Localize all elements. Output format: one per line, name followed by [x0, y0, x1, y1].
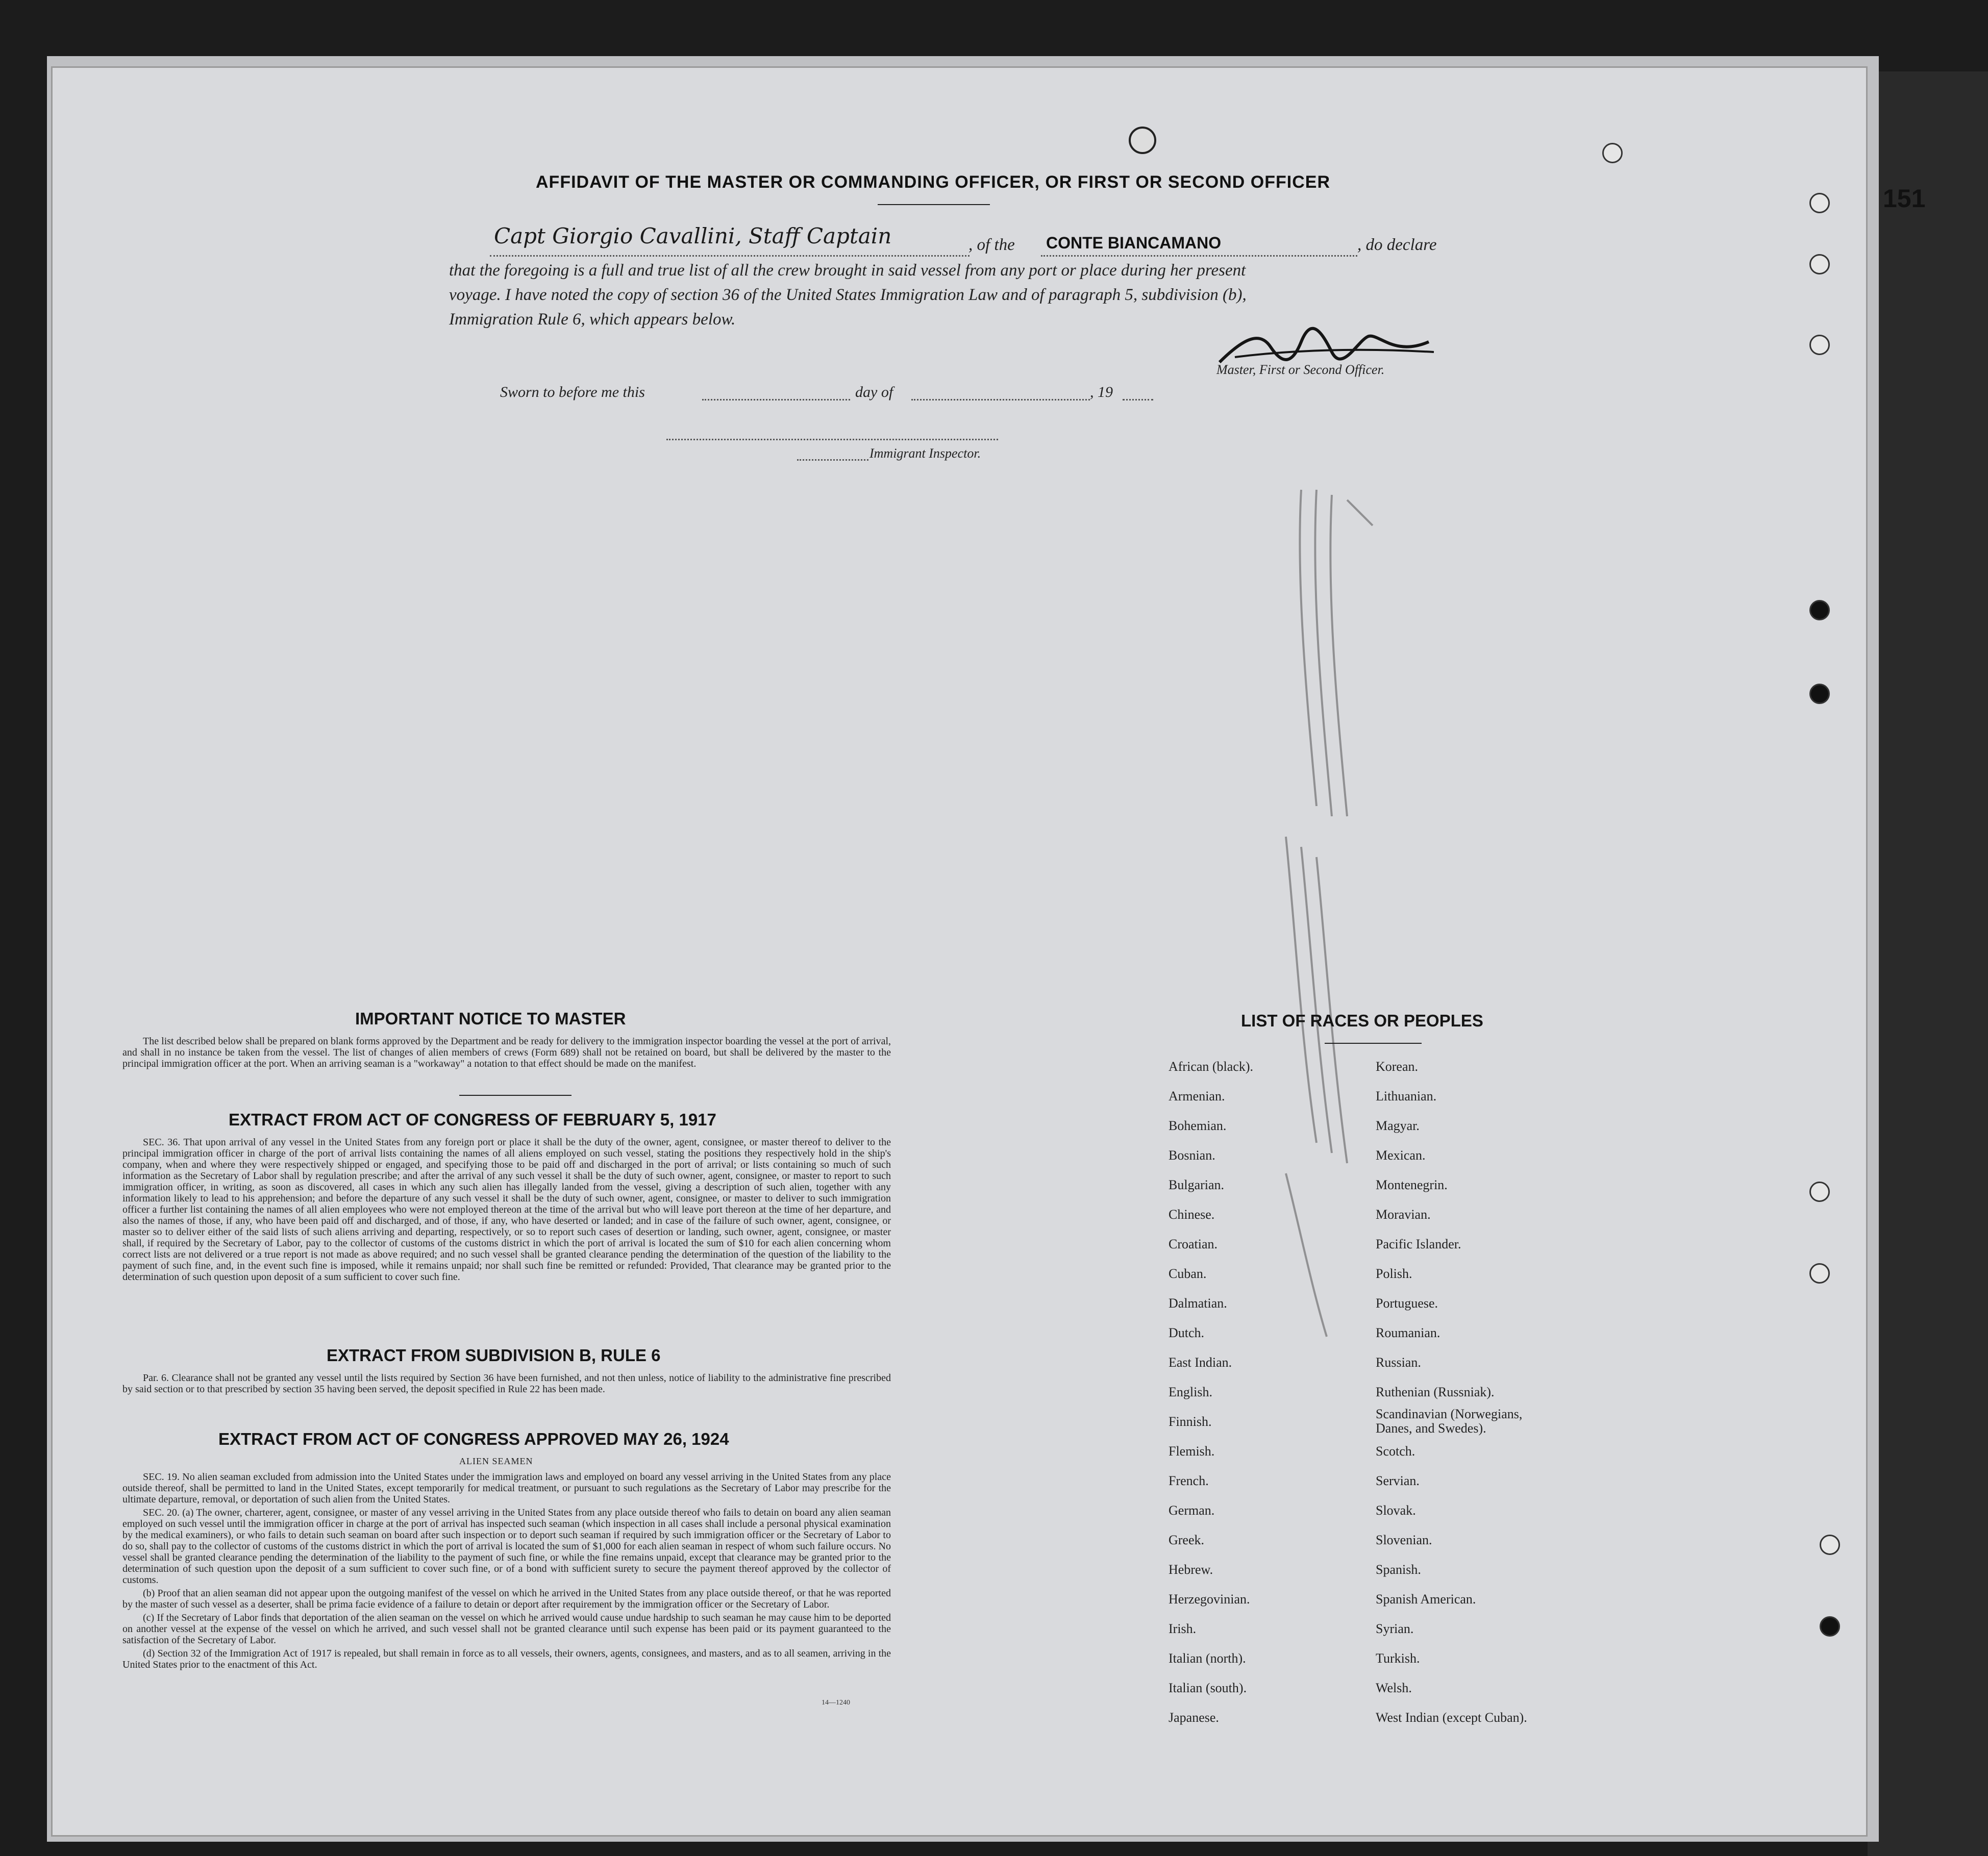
section-divider	[459, 1095, 571, 1096]
extract-1917-text	[122, 1137, 891, 1285]
race-item: Greek.	[1169, 1533, 1205, 1547]
race-item: Finnish.	[1169, 1414, 1212, 1429]
race-item: English.	[1169, 1385, 1212, 1399]
officer-name-handwritten: Capt Giorgio Cavallini, Staff Captain	[494, 223, 892, 248]
declaration-line-2: that the foregoing is a full and true list of all the crew brought in said vessel from any port or place during her present	[449, 261, 1246, 280]
sworn-text: Sworn to before me this	[500, 384, 645, 400]
declaration-line-3: voyage. I have noted the copy of section 36 of the United States Immigration Law and of paragraph 5, subdivision (b),	[449, 286, 1247, 304]
race-item: German.	[1169, 1503, 1215, 1518]
race-item: Bulgarian.	[1169, 1177, 1225, 1192]
notice-title: IMPORTANT NOTICE TO MASTER	[355, 1009, 626, 1028]
vessel-name: CONTE BIANCAMANO	[1046, 234, 1222, 252]
race-item: Montenegrin.	[1376, 1177, 1448, 1192]
race-item: African (black).	[1169, 1059, 1254, 1074]
race-item: Korean.	[1376, 1059, 1419, 1074]
race-item: Mexican.	[1376, 1148, 1426, 1163]
race-item: Croatian.	[1169, 1237, 1218, 1251]
race-item: Ruthenian (Russniak).	[1376, 1385, 1495, 1399]
binder-hole-icon	[1820, 1535, 1840, 1555]
race-item: Bohemian.	[1169, 1118, 1227, 1133]
title-underline	[878, 204, 990, 205]
binder-hole-icon	[1820, 1616, 1840, 1637]
race-item: Armenian.	[1169, 1089, 1225, 1103]
race-item: Welsh.	[1376, 1681, 1412, 1695]
extract-1924-paragraph: (b) Proof that an alien seaman did not appear upon the outgoing manifest of the vessel on which he arrived in the United States from any place outside thereof, or that he was reported by the master of such vessel as a deserter, shall be prima facie evidence of a failure to detain or deport after requirement by the immigration officer or the Secretary of Labor.	[122, 1588, 891, 1610]
inspector-signature-line	[666, 439, 998, 440]
inspector-dots	[797, 459, 868, 461]
race-item: Chinese.	[1169, 1207, 1215, 1222]
race-item: Lithuanian.	[1376, 1089, 1437, 1103]
race-item: French.	[1169, 1473, 1209, 1488]
binder-hole-icon	[1809, 193, 1830, 213]
race-item: Scandinavian (Norwegians, Danes, and Swedes).	[1376, 1407, 1523, 1436]
page-number: 151	[1883, 184, 1926, 213]
race-item: Pacific Islander.	[1376, 1237, 1461, 1251]
signature-label: Master, First or Second Officer.	[1216, 362, 1385, 377]
sworn-month-line	[911, 399, 1090, 400]
race-item: Roumanian.	[1376, 1325, 1440, 1340]
declaration-line-4: Immigration Rule 6, which appears below.	[449, 310, 736, 329]
race-item: Slovak.	[1376, 1503, 1416, 1518]
race-item: Moravian.	[1376, 1207, 1431, 1222]
do-declare-text: , do declare	[1357, 236, 1437, 254]
name-line	[490, 255, 970, 257]
race-item: Syrian.	[1376, 1621, 1414, 1636]
day-of-text: day of	[855, 384, 893, 400]
race-item: Spanish American.	[1376, 1592, 1476, 1607]
year-line	[1123, 399, 1153, 400]
race-item: Bosnian.	[1169, 1148, 1215, 1163]
extract-1924-text	[122, 1471, 891, 1672]
extract-1924-paragraph: (d) Section 32 of the Immigration Act of 1917 is repealed, but shall remain in force as to all vessels, their owners, agents, consignees, and masters, and as to all seamen, arriving in the United States prior to the enactment of this Act.	[122, 1648, 891, 1670]
races-title-underline	[1325, 1043, 1422, 1044]
race-item: Italian (south).	[1169, 1681, 1247, 1695]
race-item: Cuban.	[1169, 1266, 1207, 1281]
race-item: Turkish.	[1376, 1651, 1420, 1666]
race-item: Hebrew.	[1169, 1562, 1213, 1577]
race-item: Russian.	[1376, 1355, 1421, 1370]
binder-hole-icon	[1809, 335, 1830, 355]
binder-hole-icon	[1809, 1182, 1830, 1202]
race-item: Flemish.	[1169, 1444, 1215, 1459]
extract-rule6-paragraph: Par. 6. Clearance shall not be granted any vessel until the lists required by Section 36 have been furnished, and not then unless, notice of liability to the administrative fine prescribed by said section or to that prescribed by section 35 having been served, the deposit specified in Rule 22 has been made.	[122, 1372, 891, 1395]
extract-1924-paragraph: SEC. 20. (a) The owner, charterer, agent, consignee, or master of any vessel arriving in the United States from any place outside thereof who fails to detain on board any alien seaman employed on such vessel until the immigration officer in charge at the port of arrival has inspected such seaman (which inspection in all cases shall include a personal physical examination by the medical examiners), or who fails to detain such seaman on board after such inspection or to deport such seaman if required by such immigration officer or the Secretary of Labor to do so, shall pay to the collector of customs of the customs district in which the port of arrival is located the sum of $1,000 for each alien seaman in respect of whom such failure occurs. No vessel shall be granted clearance pending the determination of the liability to the payment of such fine, or while the fine remains unpaid, except that clearance may be granted prior to the determination of such question upon the deposit of a sum sufficient to cover such fine, or of a bond with sufficient surety to secure the payment thereof approved by the collector of customs.	[122, 1507, 891, 1586]
race-item: Spanish.	[1376, 1562, 1421, 1577]
race-item: Slovenian.	[1376, 1533, 1432, 1547]
race-item: Irish.	[1169, 1621, 1197, 1636]
binder-hole-icon	[1809, 600, 1830, 620]
binder-hole-icon	[1602, 143, 1623, 163]
sworn-day-line	[702, 399, 850, 400]
inspector-label: Immigrant Inspector.	[869, 446, 981, 461]
race-item: Portuguese.	[1376, 1296, 1438, 1311]
year-text: , 19	[1090, 384, 1113, 400]
form-code: 14—1240	[822, 1699, 850, 1707]
race-item: Italian (north).	[1169, 1651, 1246, 1666]
extract-rule6-text	[122, 1372, 891, 1397]
race-item: Magyar.	[1376, 1118, 1420, 1133]
extract-1924-paragraph: SEC. 19. No alien seaman excluded from admission into the United States under the immigration laws and employed on board any vessel arriving in the United States from any place outside thereof, shall be permitted to land in the United States, except temporarily for medical treatment, or pursuant to such regulations as the Secretary of Labor may prescribe for the ultimate departure, removal, or deportation of such alien from the United States.	[122, 1471, 891, 1505]
affidavit-title: AFFIDAVIT OF THE MASTER OR COMMANDING OFFICER, OR FIRST OR SECOND OFFICER	[536, 172, 1330, 192]
extract-1924-subtitle: ALIEN SEAMEN	[459, 1456, 533, 1466]
race-item: West Indian (except Cuban).	[1376, 1710, 1527, 1725]
extract-1917-paragraph: SEC. 36. That upon arrival of any vessel in the United States from any foreign port or place it shall be the duty of the owner, agent, consignee, or master thereof to deliver to the principal immigration officer in charge of the port of arrival lists containing the names of all aliens employed on such vessel, stating the positions they respectively hold in the ship's company, when and where they were respectively shipped or engaged, and specifying those to be paid off and discharged in the port of arrival; or lists containing so much of such information as the Secretary of Labor shall by regulation prescribe; and after the arrival of any such vessel it shall be the duty of such owner, agent, consignee, or master to report to such immigration officer, in writing, as soon as discovered, all cases in which any such alien has illegally landed from the vessel, giving a description of such alien, together with any information likely to lead to his apprehension; and before the departure of any such vessel it shall be the duty of such owner, agent, consignee, or master to deliver to such immigration officer a further list containing the names of all alien employees who were not employed thereon at the time of the arrival but who will leave port thereon at the time of her departure, and also the names of those, if any, who have been paid off and discharged, and of those, if any, who have deserted or landed; and in case of the failure of such owner, agent, consignee, or master so to deliver either of the said lists of such aliens arriving and departing, respectively, or so to report such cases of desertion or landing, such owner, agent, consignee, or master shall, if required by the Secretary of Labor, pay to the collector of customs of the customs district in which the port of arrival is located the sum of $10 for each alien concerning whom correct lists are not delivered or a true report is not made as above required; and no such vessel shall be granted clearance pending the determination of the question of the liability to the payment of such fine, and, in the event such fine is imposed, while it remains unpaid; nor shall such fine be remitted or refunded: Provided, That clearance may be granted prior to the determination of such question upon deposit of a sum sufficient to cover such fine.	[122, 1137, 891, 1283]
race-item: Servian.	[1376, 1473, 1420, 1488]
binder-hole-icon	[1809, 254, 1830, 274]
race-item: East Indian.	[1169, 1355, 1232, 1370]
extract-1917-title: EXTRACT FROM ACT OF CONGRESS OF FEBRUARY 5, 1917	[229, 1110, 716, 1129]
race-item: Japanese.	[1169, 1710, 1219, 1725]
extract-1924-title: EXTRACT FROM ACT OF CONGRESS APPROVED MAY 26, 1924	[218, 1429, 729, 1448]
notice-text	[122, 1036, 891, 1071]
of-the-text: , of the	[968, 236, 1015, 254]
binder-hole-icon	[1809, 1263, 1830, 1284]
extract-rule6-title: EXTRACT FROM SUBDIVISION B, RULE 6	[327, 1346, 661, 1365]
race-item: Dutch.	[1169, 1325, 1205, 1340]
binder-hole-icon	[1809, 684, 1830, 704]
race-item: Dalmatian.	[1169, 1296, 1227, 1311]
notice-paragraph: The list described below shall be prepared on blank forms approved by the Department and be ready for delivery to the immigration inspector boarding the vessel at the port of arrival, and shall in no instance be taken from the vessel. The list of changes of alien members of crews (Form 689) shall not be retained on board, but shall be delivered by the master to the principal immigration officer at the port. When an arriving seaman is a "workaway" a notation to that effect should be made on the manifest.	[122, 1036, 891, 1069]
race-item: Herzegovinian.	[1169, 1592, 1250, 1607]
extract-1924-paragraph: (c) If the Secretary of Labor finds that deportation of the alien seaman on the vessel on which he arrived would cause undue hardship to such seaman he may cause him to be deported on another vessel at the expense of the vessel on which he arrived, and such vessel shall not be granted clearance until such expense has been paid or its payment guaranteed to the satisfaction of the Secretary of Labor.	[122, 1612, 891, 1646]
race-item: Scotch.	[1376, 1444, 1415, 1459]
vessel-line	[1041, 255, 1357, 257]
background-strip	[1868, 71, 1988, 1856]
punch-mark-icon	[1129, 127, 1156, 154]
race-item: Polish.	[1376, 1266, 1412, 1281]
races-title: LIST OF RACES OR PEOPLES	[1241, 1011, 1483, 1030]
